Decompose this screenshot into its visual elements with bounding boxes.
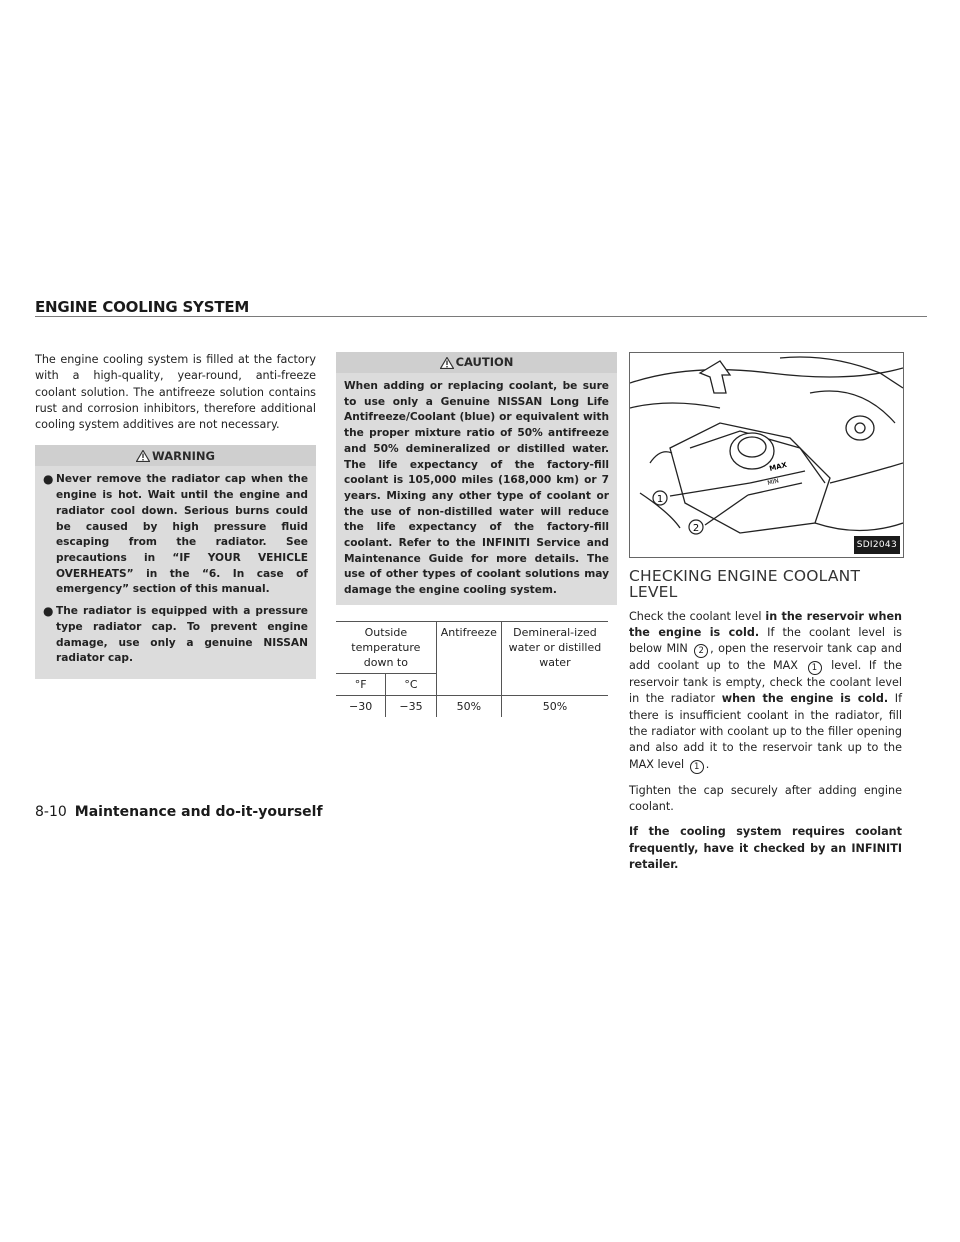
bullet-icon: ● — [43, 472, 54, 487]
footer-section: Maintenance and do-it-yourself — [74, 804, 323, 820]
header-water: Demineral-ized water or distilled water — [501, 621, 608, 695]
column-left — [35, 352, 316, 679]
text-run: Check the coolant level — [629, 609, 766, 623]
header-fahrenheit: °F — [336, 673, 386, 695]
warning-bullet — [43, 472, 308, 598]
header-outside-temp: Outside temperature down to — [336, 621, 436, 673]
text-run: . — [705, 757, 710, 771]
warning-bullet-text: The radiator is equipped with a pressure type radiator cap. To prevent engine damage, use only a genuine NISSAN radiator cap. — [56, 605, 308, 665]
subsection-heading: CHECKING ENGINE COOLANT LEVEL — [629, 567, 861, 602]
title-divider — [35, 316, 927, 317]
coolant-mixture-table — [336, 621, 608, 717]
bullet-icon: ● — [43, 604, 54, 619]
cell-water: 50% — [501, 695, 608, 717]
warning-triangle-icon — [136, 450, 150, 462]
callout-1: 1 — [656, 494, 664, 505]
page-footer — [35, 804, 323, 820]
max-label: MAX — [768, 460, 788, 473]
page-number: 8-10 — [35, 804, 67, 820]
warning-body — [35, 466, 316, 666]
text-run: level. If the reservoir tank is empty, check the coolant level in the radiator — [629, 659, 902, 706]
callout-2-ref: 2 — [694, 644, 708, 658]
text-run: , open the reservoir tank cap and add coolant up to the MAX — [629, 642, 902, 673]
callout-2: 2 — [692, 523, 700, 534]
warning-bullet-text: Never remove the radiator cap when the engine is hot. Wait until the engine and radiator cool down. Serious burns could be caused by high pressure fluid escaping from the radiator. See precautions in “IF YOUR VEHICLE OVERHEATS” in the “6. In case of emergency” section of this manual. — [56, 473, 308, 596]
text-run-bold: when the engine is cold. — [721, 692, 889, 706]
figure-code: SDI2043 — [854, 536, 900, 554]
tighten-cap-paragraph: Tighten the cap securely after adding engine coolant. — [629, 783, 902, 813]
callout-1-ref: 1 — [690, 760, 704, 774]
text-run: If the coolant level is below MIN — [629, 625, 903, 656]
warning-header — [35, 445, 316, 466]
reservoir-illustration — [630, 353, 903, 557]
warning-heading: WARNING — [152, 448, 215, 463]
caution-box — [336, 352, 617, 605]
column-right — [629, 352, 902, 882]
header-antifreeze: Antifreeze — [436, 621, 501, 695]
caution-body: When adding or replacing coolant, be sure to use only a Genuine NISSAN Long Life Antifreeze/Coolant (blue) or equivalent with the proper mixture ratio of 50% antifreeze and 50% demineralized or distilled water. The life expectancy of the factory-fill coolant is 105,000 miles (168,000 km) or 7 years. Mixing any other type of coolant or the use of non-distilled water will reduce the life expectancy of the factory-fill coolant. Refer to the INFINITI Service and Maintenance Guide for more details. The use of other types of coolant solutions may damage the engine cooling system. — [344, 380, 609, 597]
caution-header — [336, 352, 617, 373]
warning-box — [35, 445, 316, 678]
text-run: If there is insufficient coolant in the radiator, fill the radiator with coolant up to the filler opening and also add it to the reservoir tank up to the MAX level — [629, 692, 903, 771]
cell-temp-f: −30 — [336, 695, 386, 717]
section-title: ENGINE COOLING SYSTEM — [35, 298, 250, 316]
retailer-paragraph: If the cooling system requires coolant frequently, have it checked by an INFINITI retailer. — [629, 825, 902, 871]
text-run-bold: in the reservoir when the engine is cold. — [629, 609, 903, 639]
warning-bullet — [43, 604, 308, 667]
callout-1-ref: 1 — [808, 661, 822, 675]
warning-triangle-icon — [440, 357, 454, 369]
intro-paragraph: The engine cooling system is filled at the factory with a high-quality, year-round, anti-freeze coolant solution. The antifreeze solution contains rust and corrosion inhibitors, therefore additional cooling system additives are not necessary. — [35, 353, 316, 432]
header-celsius: °C — [386, 673, 437, 695]
cell-temp-c: −35 — [386, 695, 437, 717]
cell-antifreeze: 50% — [436, 695, 501, 717]
caution-heading: CAUTION — [455, 355, 514, 370]
min-label: MIN — [766, 477, 780, 487]
check-level-paragraph — [629, 609, 902, 774]
column-middle — [336, 352, 617, 717]
reservoir-tank-figure — [629, 352, 904, 558]
